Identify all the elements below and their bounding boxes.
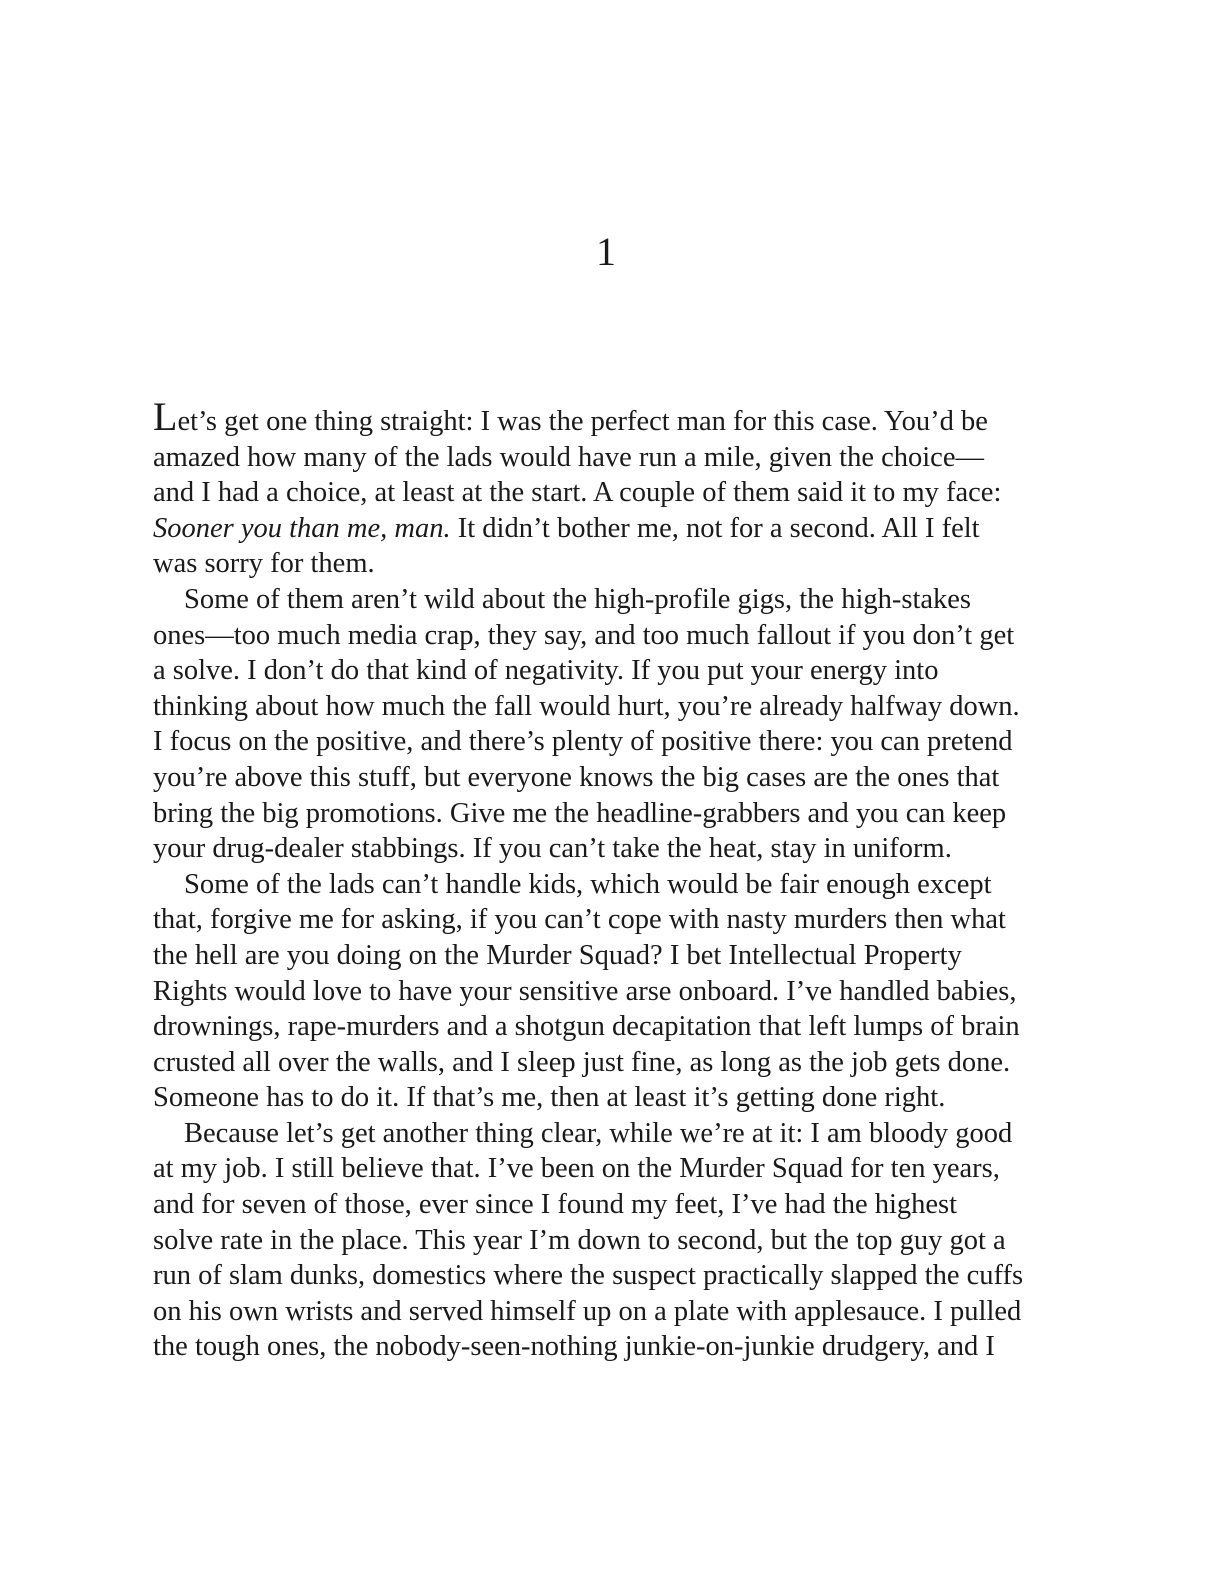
text-line: you’re above this stuff, but everyone knows the big cases are the ones that: [153, 761, 1000, 793]
italic-phrase: Sooner you than me, man.: [153, 512, 451, 544]
text-line: crusted all over the walls, and I sleep just fine, as long as the job gets done.: [153, 1046, 1011, 1078]
text-line: at my job. I still believe that. I’ve been on the Murder Squad for ten years,: [153, 1153, 1000, 1185]
paragraph-start-line: Some of the lads can’t handle kids, which would be fair enough except: [184, 868, 992, 900]
text-line: solve rate in the place. This year I’m down to second, but the top guy got a: [153, 1224, 1006, 1256]
text-line: the hell are you doing on the Murder Squad? I bet Intellectual Property: [153, 939, 962, 971]
text-line: was sorry for them.: [153, 548, 375, 580]
text-line: drownings, rape-murders and a shotgun decapitation that left lumps of brain: [153, 1011, 1020, 1043]
drop-cap: L: [153, 394, 178, 439]
text-line: [153, 511, 1069, 547]
text-line: bring the big promotions. Give me the headline-grabbers and you can keep: [153, 797, 1007, 829]
text-line: I focus on the positive, and there’s plenty of positive there: you can pretend: [153, 726, 1013, 758]
text-line: on his own wrists and served himself up on a plate with applesauce. I pulled: [153, 1295, 1022, 1327]
text-line: and for seven of those, ever since I found my feet, I’ve had the highest: [153, 1189, 958, 1221]
text-line: run of slam dunks, domestics where the suspect practically slapped the cuffs: [153, 1260, 1024, 1292]
text-line: Rights would love to have your sensitive arse onboard. I’ve handled babies,: [153, 975, 1017, 1007]
text-line: amazed how many of the lads would have run a mile, given the choice—: [153, 441, 984, 473]
text-line: [153, 394, 1069, 440]
text-line: Someone has to do it. If that’s me, then at least it’s getting done right.: [153, 1082, 946, 1114]
text-line: the tough ones, the nobody-seen-nothing junkie-on-junkie drudgery, and I: [153, 1331, 995, 1363]
paragraph-start-line: Some of them aren’t wild about the high-profile gigs, the high-stakes: [184, 583, 972, 615]
text-line-content: et’s get one thing straight: I was the perfect man for this case. You’d be: [177, 406, 988, 437]
text-line: that, forgive me for asking, if you can’t cope with nasty murders then what: [153, 904, 1006, 936]
text-line: a solve. I don’t do that kind of negativity. If you put your energy into: [153, 655, 939, 687]
text-line-content: It didn’t bother me, not for a second. All I felt: [450, 512, 980, 544]
text-line: ones—too much media crap, they say, and too much fallout if you don’t get: [153, 619, 1015, 651]
text-line: your drug-dealer stabbings. If you can’t take the heat, stay in uniform.: [153, 833, 952, 865]
paragraph-start-line: Because let’s get another thing clear, while we’re at it: I am bloody good: [184, 1117, 1013, 1149]
chapter-body: [153, 394, 1069, 1365]
text-line: and I had a choice, at least at the start. A couple of them said it to my face:: [153, 477, 1002, 509]
chapter-number: 1: [596, 229, 616, 274]
text-line: thinking about how much the fall would hurt, you’re already halfway down.: [153, 690, 1020, 722]
